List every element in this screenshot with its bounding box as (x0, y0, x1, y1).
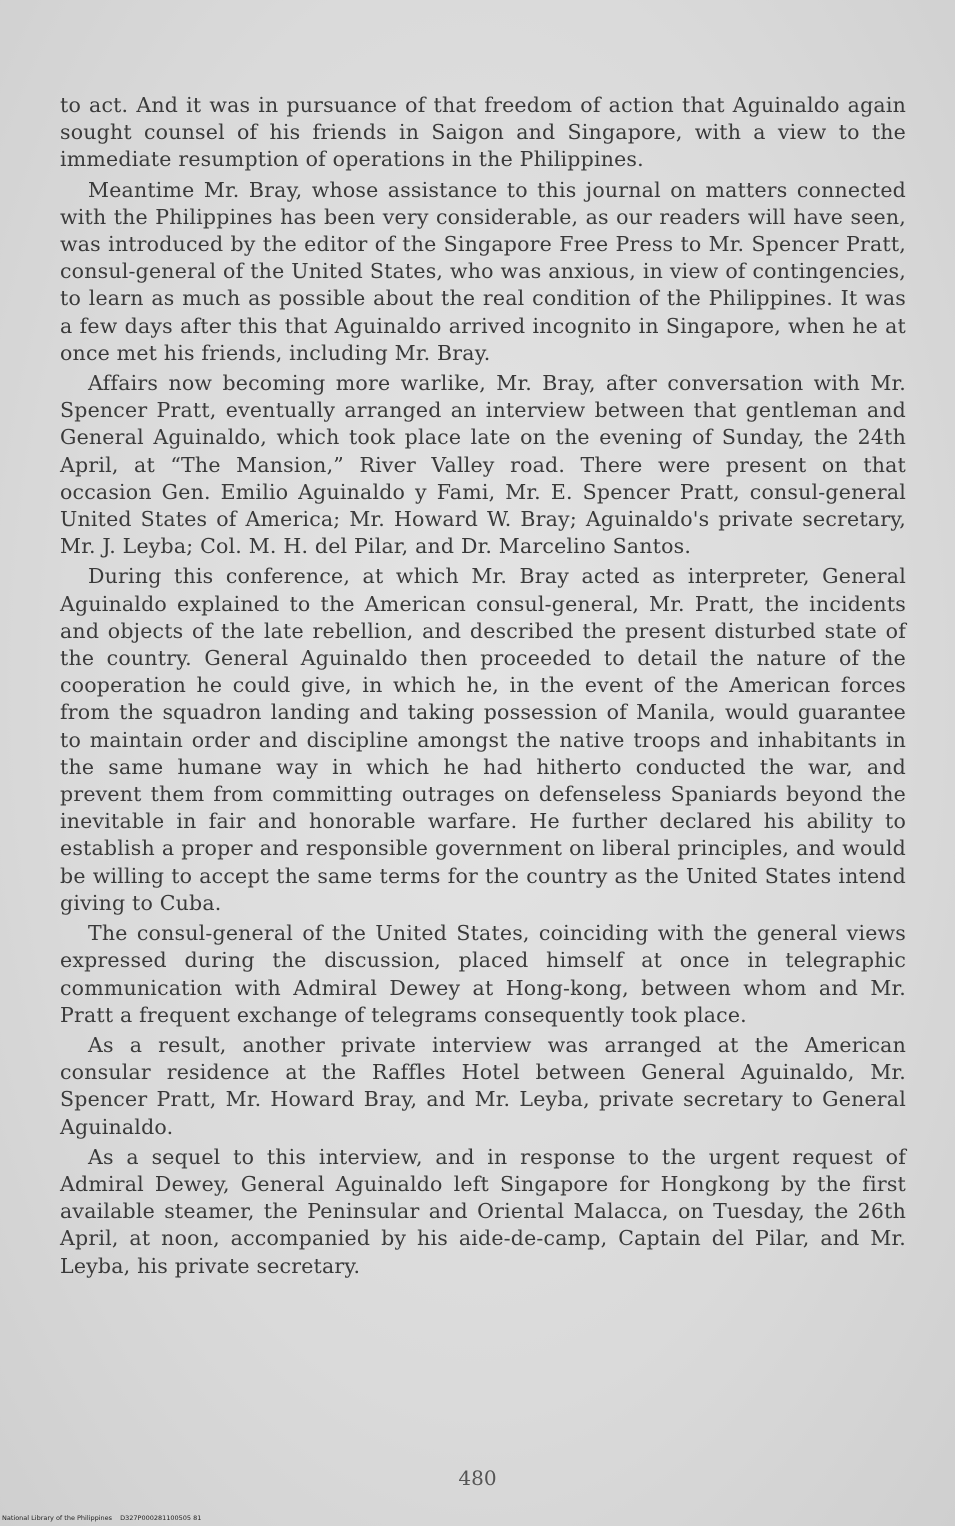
paragraph: During this conference, at which Mr. Bray acted as interpreter, General Aguinaldo explained to the American consul-general, Mr. Pratt, the incidents and objects of the late rebellion, and described the present disturbed state of the country. General Aguinaldo then proceeded to detail the nature of the cooperation he could give, in which he, in the event of the American forces from the squadron landing and taking possession of Manila, would guarantee to maintain order and discipline amongst the native troops and inhabitants in the same humane way in which he had hitherto conducted the war, and prevent them from committing outrages on defenseless Spaniards beyond the inevitable in fair and honorable warfare. He further declared his ability to establish a proper and responsible government on liberal principles, and would be willing to accept the same terms for the country as the United States intend giving to Cuba. (60, 564, 906, 915)
paragraph: As a result, another private interview was arranged at the American consular residence at the Raffles Hotel between General Aguinaldo, Mr. Spencer Pratt, Mr. Howard Bray, and Mr. Leyba, private secretary to General Aguinaldo. (60, 1032, 906, 1139)
scan-credit (2, 1514, 207, 1522)
page-number: 480 (458, 1466, 497, 1490)
body-text (60, 92, 906, 1283)
scan-code: D327P000281100505 81 (120, 1514, 202, 1522)
paragraph: Meantime Mr. Bray, whose assistance to this journal on matters connected with the Philippines has been very considerable, as our readers will have seen, was introduced by the editor of the Singapore Free Press to Mr. Spencer Pratt, consul-general of the United States, who was anxious, in view of contingencies, to learn as much as possible about the real condition of the Philippines. It was a few days after this that Aguinaldo arrived incognito in Singapore, when he at once met his friends, including Mr. Bray. (60, 177, 906, 365)
library-credit: National Library of the Philippines (2, 1514, 113, 1522)
paragraph: The consul-general of the United States, coinciding with the general views expressed during the discussion, placed himself at once in telegraphic communication with Admiral Dewey at Hong-kong, between whom and Mr. Pratt a frequent exchange of telegrams consequently took place. (60, 921, 906, 1027)
paragraph: to act. And it was in pursuance of that freedom of action that Aguinaldo again sought counsel of his friends in Saigon and Singapore, with a view to the immediate resumption of operations in the Philippines. (60, 93, 906, 172)
paragraph: Affairs now becoming more warlike, Mr. Bray, after conversation with Mr. Spencer Pratt, eventually arranged an interview between that gentleman and General Aguinaldo, which took place late on the evening of Sunday, the 24th April, at “The Mansion,” River Valley road. There were present on that occasion Gen. Emilio Aguinaldo y Fami, Mr. E. Spencer Pratt, consul-general United States of America; Mr. Howard W. Bray; Aguinaldo's private secretary, Mr. J. Leyba; Col. M. H. del Pilar, and Dr. Marcelino Santos. (60, 371, 906, 559)
paragraph: As a sequel to this interview, and in response to the urgent request of Admiral Dewey, General Aguinaldo left Singapore for Hongkong by the first available steamer, the Peninsular and Oriental Malacca, on Tuesday, the 26th April, at noon, accompanied by his aide-de-camp, Captain del Pilar, and Mr. Leyba, his private secretary. (60, 1144, 906, 1278)
